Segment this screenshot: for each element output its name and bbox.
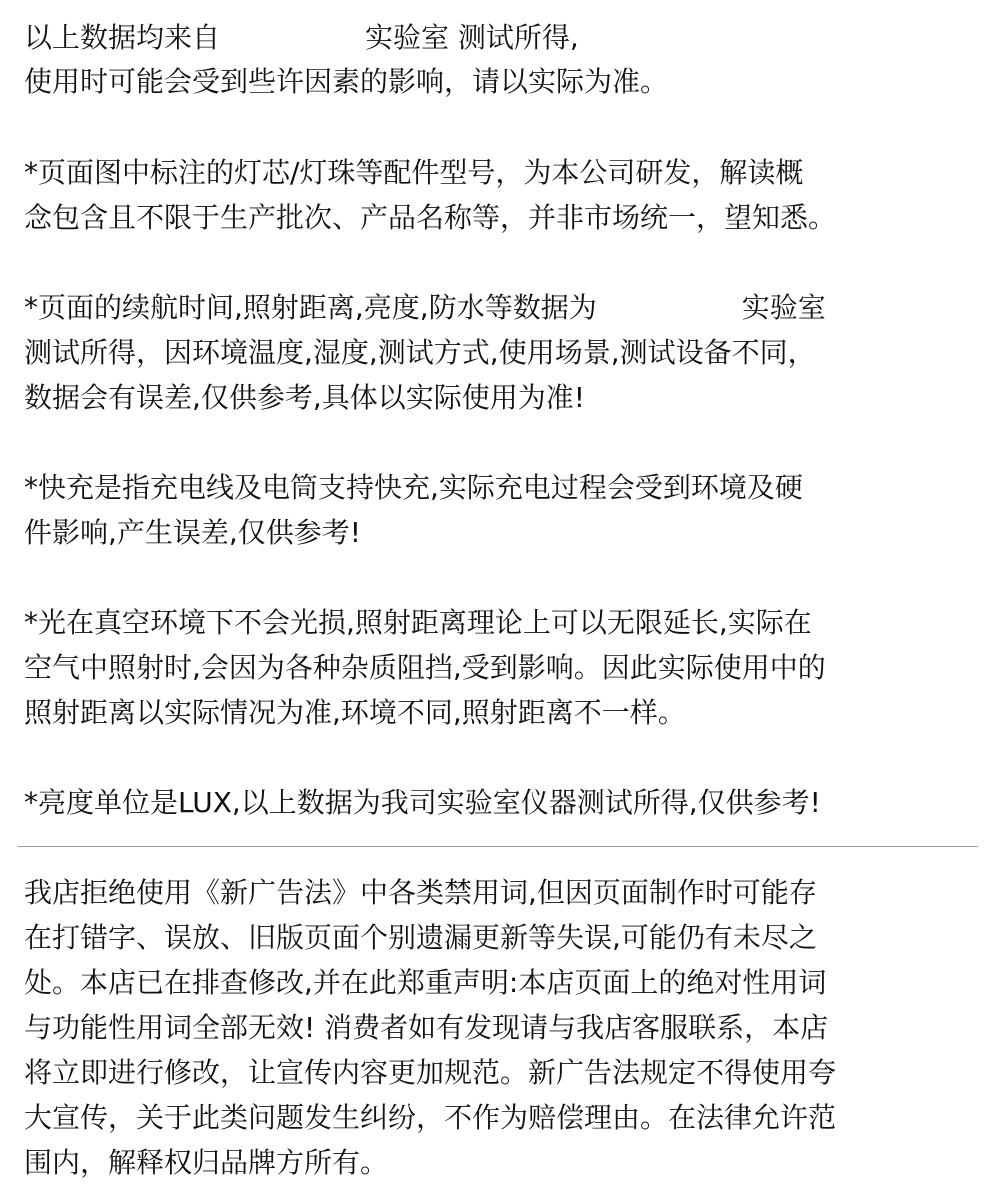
data-source-suffix: 实验室 测试所得, xyxy=(365,21,579,54)
notice-line-1: 我店拒绝使用《新广告法》中各类禁用词,但因页面制作时可能存 xyxy=(24,876,817,909)
notice-line-6: 大宣传，关于此类问题发生纠纷，不作为赔偿理由。在法律允许范 xyxy=(24,1101,837,1134)
lux-note-line: *亮度单位是LUX,以上数据为我司实验室仪器测试所得,仅供参考! xyxy=(24,786,821,819)
runtime-note-suffix: 实验室 xyxy=(741,291,826,324)
fast-charge-note-line-1: *快充是指充电线及电筒支持快充,实际充电过程会受到环境及硬 xyxy=(24,471,803,504)
light-loss-note-line-2: 空气中照射时,会因为各种杂质阻挡,受到影响。因此实际使用中的 xyxy=(24,651,826,684)
notice-line-2: 在打错字、误放、旧版页面个别遗漏更新等失误,可能仍有未尽之 xyxy=(24,921,817,954)
usage-factor-line: 使用时可能会受到些许因素的影响，请以实际为准。 xyxy=(24,65,669,98)
notice-line-7: 围内，解释权归品牌方所有。 xyxy=(24,1146,389,1179)
light-loss-note-line-1: *光在真空环境下不会光损,照射距离理论上可以无限延长,实际在 xyxy=(24,606,812,639)
data-source-line xyxy=(24,18,579,58)
light-loss-note-line-3: 照射距离以实际情况为准,环境不同,照射距离不一样。 xyxy=(24,696,686,729)
model-note-line-1: *页面图中标注的灯芯/灯珠等配件型号，为本公司研发，解读概 xyxy=(24,156,804,189)
model-note-line-2: 念包含且不限于生产批次、产品名称等，并非市场统一，望知悉。 xyxy=(24,201,837,234)
notice-line-4: 与功能性用词全部无效! 消费者如有发现请与我店客服联系，本店 xyxy=(24,1011,829,1044)
runtime-note-line-1 xyxy=(24,288,826,328)
section-divider xyxy=(18,846,978,847)
runtime-note-line-2: 测试所得，因环境温度,湿度,测试方式,使用场景,测试设备不同， xyxy=(24,336,816,369)
runtime-note-line-3: 数据会有误差,仅供参考,具体以实际使用为准! xyxy=(24,381,586,414)
notice-line-3: 处。本店已在排查修改,并在此郑重声明:本店页面上的绝对性用词 xyxy=(24,966,827,999)
notice-line-5: 将立即进行修改，让宣传内容更加规范。新广告法规定不得使用夸 xyxy=(24,1056,837,1089)
data-source-prefix: 以上数据均来自 xyxy=(24,21,221,54)
fast-charge-note-line-2: 件影响,产生误差,仅供参考! xyxy=(24,516,362,549)
runtime-note-prefix: *页面的续航时间,照射距离,亮度,防水等数据为 xyxy=(24,291,597,324)
